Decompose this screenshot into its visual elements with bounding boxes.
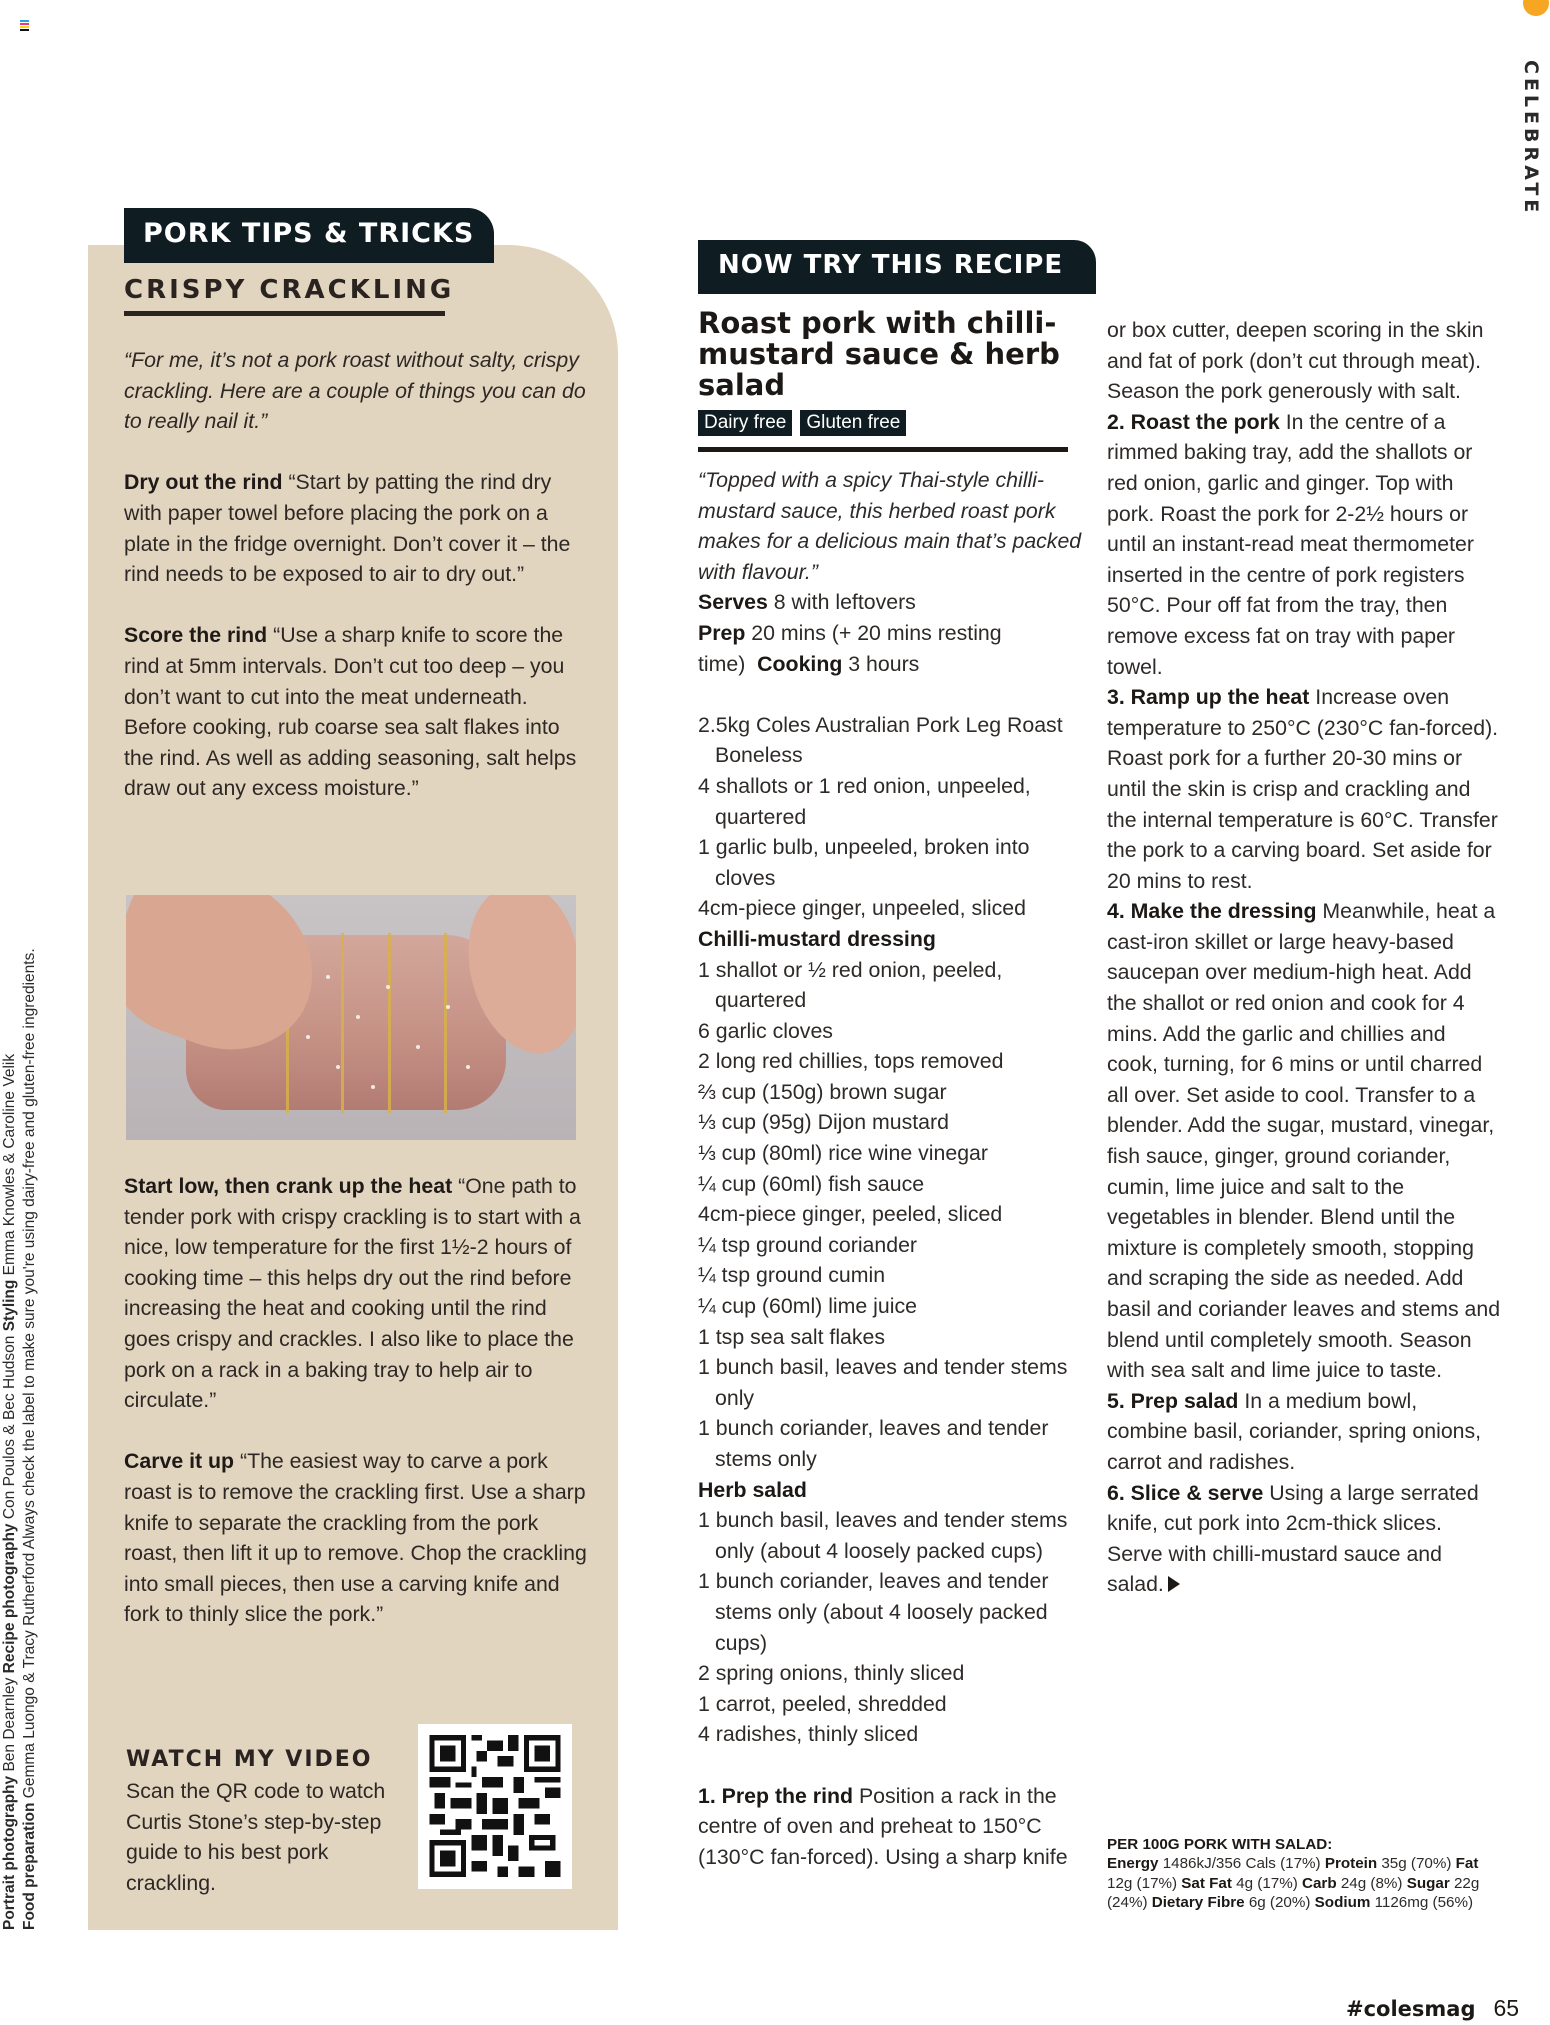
credits-line-2 bbox=[20, 750, 40, 1930]
nutrient-label: Sodium bbox=[1314, 1893, 1371, 1911]
tips-body-continued bbox=[124, 1171, 594, 1661]
tip-text: “The easiest way to carve a pork roast is to remove the crackling first. Use a sharp knife to separate the crackling from the pork roast, then lift it up to remove. Chop the crackling into small pieces, then use a carving knife and fork to thinly slice the pork.” bbox=[124, 1449, 587, 1627]
credit-label: Recipe photography bbox=[1, 1523, 18, 1674]
nutrient-label: Sugar bbox=[1406, 1874, 1450, 1892]
qr-code-icon bbox=[429, 1735, 561, 1877]
section-label: CELEBRATE bbox=[1520, 60, 1542, 217]
dressing-heading: Chilli-mustard dressing bbox=[698, 926, 936, 951]
tip-item bbox=[124, 1446, 594, 1630]
tip-heading: Start low, then crank up the heat bbox=[124, 1174, 453, 1198]
credit-value: Con Poulos & Bec Hudson bbox=[1, 1335, 18, 1520]
badge-gluten-free: Gluten free bbox=[800, 410, 906, 436]
subtitle-rule bbox=[124, 311, 445, 316]
step-heading: 2. Roast the pork bbox=[1107, 409, 1280, 434]
video-heading: WATCH MY VIDEO bbox=[126, 1747, 373, 1772]
cooking-value: 3 hours bbox=[842, 651, 920, 676]
step-text: Increase oven temperature to 250°C (230°C fan-forced). Roast pork for a further 20-30 mins or until the skin is crisp and crackling and the internal temperature is 60°C. Transfer the pork to a carving board. Set aside for 20 mins to rest. bbox=[1107, 685, 1499, 893]
nutrient-value: 12g (17%) bbox=[1107, 1874, 1182, 1892]
ingredient: 4 radishes, thinly sliced bbox=[698, 1722, 919, 1747]
nutrition-values bbox=[1107, 1854, 1507, 1912]
step-text: Position a rack in the centre of oven and preheat to 150°C (130°C fan-forced). Using a sharp knife bbox=[698, 1783, 1068, 1869]
ingredient: 4cm-piece ginger, unpeeled, sliced bbox=[698, 896, 1026, 921]
title-rule bbox=[698, 447, 1068, 452]
step-heading: 5. Prep salad bbox=[1107, 1388, 1239, 1413]
step-text: Meanwhile, heat a cast-iron skillet or large heavy-based saucepan over medium-high heat. Add the shallot or red onion and cook for 4 mins. Add the garlic and chillies and cook, turning, for 6 mins or until charred all over. Set aside to cool. Transfer to a blender. Add the sugar, mustard, vinegar, fish sauce, ginger, ground coriander, cumin, lime juice and salt to the vegetables in blender. Blend until the mixture is completely smooth, stopping and scraping the side as needed. Add basil and coriander leaves and stems and blend until completely smooth. Season with sea salt and lime juice to taste. bbox=[1107, 899, 1501, 1383]
ingredient: 1 bunch coriander, leaves and tender stems only (about 4 loosely packed cups) bbox=[698, 1569, 1049, 1655]
tip-item bbox=[124, 467, 594, 589]
method-step-5 bbox=[1107, 1386, 1502, 1478]
step-text: In a medium bowl, combine basil, coriander, spring onions, carrot and radishes. bbox=[1107, 1388, 1482, 1474]
ingredient: ¼ cup (60ml) fish sauce bbox=[698, 1171, 925, 1196]
time-line bbox=[698, 618, 1088, 679]
nutrient-value: 35g (70%) bbox=[1377, 1855, 1456, 1873]
serves-line bbox=[698, 587, 1088, 618]
photo-credits bbox=[0, 750, 40, 1930]
nutrient-label: Protein bbox=[1324, 1855, 1378, 1873]
ingredient: 1 garlic bulb, unpeeled, broken into cloves bbox=[698, 835, 1030, 890]
credit-label: Styling bbox=[1, 1279, 18, 1332]
credit-value: Ben Dearnley bbox=[1, 1677, 18, 1772]
method-step-1 bbox=[698, 1781, 1088, 1873]
badge-dairy-free: Dairy free bbox=[698, 410, 792, 436]
nutrient-label: Fat bbox=[1455, 1855, 1479, 1873]
step-heading: 4. Make the dressing bbox=[1107, 899, 1317, 924]
recipe-quote: “Topped with a spicy Thai-style chilli-mustard sauce, this herbed roast pork makes for a delicious main that’s packed with flavour.” bbox=[698, 468, 1082, 584]
ingredient: 4cm-piece ginger, peeled, sliced bbox=[698, 1202, 1003, 1227]
nutrient-value: 1126mg (56%) bbox=[1370, 1893, 1474, 1911]
ingredient: ⅓ cup (95g) Dijon mustard bbox=[698, 1110, 949, 1135]
credit-label: Portrait photography bbox=[1, 1775, 18, 1930]
ingredient: ¼ tsp ground cumin bbox=[698, 1263, 886, 1288]
page-number: 65 bbox=[1493, 1995, 1520, 2021]
ingredient: 4 shallots or 1 red onion, unpeeled, quartered bbox=[698, 773, 1031, 829]
tip-text: “Start by patting the rind dry with paper towel before placing the pork on a plate in the fridge overnight. Don’t cover it – the rind needs to be exposed to air to dry out.” bbox=[124, 470, 571, 587]
ingredient: 1 bunch basil, leaves and tender stems only bbox=[698, 1355, 1068, 1410]
step-text: or box cutter, deepen scoring in the skin and fat of pork (don’t cut through meat). Season the pork generously with salt. bbox=[1107, 318, 1484, 404]
method-step-3 bbox=[1107, 682, 1502, 896]
serves-label: Serves bbox=[698, 590, 768, 615]
ingredient: 1 carrot, peeled, shredded bbox=[698, 1691, 947, 1716]
end-arrow-icon bbox=[1168, 1576, 1180, 1592]
diet-badges bbox=[698, 410, 906, 436]
nutrient-label: Carb bbox=[1302, 1874, 1337, 1892]
ingredient: 1 bunch coriander, leaves and tender stems only bbox=[698, 1416, 1049, 1471]
ingredient: 1 tsp sea salt flakes bbox=[698, 1324, 886, 1349]
nutrient-value: 4g (17%) bbox=[1231, 1874, 1303, 1892]
method-step-2 bbox=[1107, 407, 1502, 682]
prep-label: Prep bbox=[698, 620, 746, 645]
step-text: In the centre of a rimmed baking tray, add the shallots or red onion, garlic and ginger. Top with pork. Roast the pork for 2-2½ hours or until an instant-read meat thermometer inserted in the centre of pork registers 50°C. Pour off fat from the tray, then remove excess fat on tray with paper towel. bbox=[1107, 409, 1474, 679]
credit-value: Gemma Luongo & Tracy Rutherford Always check the label to make sure you're using dairy-free and gluten-free ingredients. bbox=[21, 948, 38, 1799]
step-heading: 3. Ramp up the heat bbox=[1107, 685, 1310, 710]
tips-intro: “For me, it’s not a pork roast without salty, crispy crackling. Here are a couple of things you can do to really nail it.” bbox=[124, 348, 586, 434]
prep-value: 20 mins (+ 20 mins resting time) bbox=[698, 620, 1002, 676]
step-heading: 6. Slice & serve bbox=[1107, 1480, 1264, 1505]
method-step-4 bbox=[1107, 896, 1502, 1386]
ingredient: ⅓ cup (80ml) rice wine vinegar bbox=[698, 1141, 988, 1166]
ingredient: 2 long red chillies, tops removed bbox=[698, 1049, 1004, 1074]
recipe-ingredients-column bbox=[698, 465, 1088, 1872]
recipe-method-column bbox=[1107, 315, 1502, 1600]
ingredient: ¼ tsp ground coriander bbox=[698, 1232, 918, 1257]
ingredient: 2.5kg Coles Australian Pork Leg Roast Boneless bbox=[698, 712, 1063, 768]
tip-text: “One path to tender pork with crispy crackling is to start with a nice, low temperature for the first 1½-2 hours of cooking time – this helps dry out the rind before increasing the heat and cooking until the rind goes crispy and crackles. I also like to place the pork on a rack in a baking tray to help air to circulate.” bbox=[124, 1174, 581, 1413]
tip-heading: Dry out the rind bbox=[124, 470, 283, 495]
ingredient: ¼ cup (60ml) lime juice bbox=[698, 1294, 917, 1319]
serves-value: 8 with leftovers bbox=[767, 590, 916, 615]
tip-heading: Score the rind bbox=[124, 623, 268, 648]
salad-heading: Herb salad bbox=[698, 1477, 807, 1502]
nutrient-value: 24g (8%) bbox=[1336, 1874, 1407, 1892]
video-description: Scan the QR code to watch Curtis Stone’s step-by-step guide to his best pork crackling. bbox=[126, 1779, 386, 1895]
step-text: Using a large serrated knife, cut pork into 2cm-thick slices. Serve with chilli-mustard sauce and salad. bbox=[1107, 1480, 1479, 1597]
page-footer bbox=[1346, 1995, 1519, 2022]
cooking-label: Cooking bbox=[757, 651, 843, 676]
recipe-tab-heading: NOW TRY THIS RECIPE bbox=[698, 240, 1096, 294]
credit-label: Food preparation bbox=[21, 1802, 38, 1930]
tip-heading: Carve it up bbox=[124, 1449, 235, 1474]
nutrient-value: 6g (20%) bbox=[1244, 1893, 1315, 1911]
nutrient-value: 1486kJ/356 Cals (17%) bbox=[1158, 1855, 1325, 1873]
nutrition-info bbox=[1107, 1835, 1507, 1912]
tip-text: “Use a sharp knife to score the rind at 5mm intervals. Don’t cut too deep – you don’t want to cut into the meat underneath. Before cooking, rub coarse sea salt flakes into the rind. As well as adding seasoning, salt helps draw out any excess moisture.” bbox=[124, 623, 577, 801]
method-step-6 bbox=[1107, 1478, 1502, 1600]
tip-item bbox=[124, 620, 594, 804]
tips-body bbox=[124, 345, 594, 835]
section-dot-icon bbox=[1523, 0, 1549, 16]
print-registration-mark bbox=[20, 20, 29, 31]
pork-roast-photo bbox=[126, 895, 576, 1140]
nutrient-label: Sat Fat bbox=[1181, 1874, 1232, 1892]
step-heading: 1. Prep the rind bbox=[698, 1783, 854, 1808]
credit-value: Emma Knowles & Caroline Velik bbox=[1, 1053, 18, 1276]
ingredient: 1 bunch basil, leaves and tender stems only (about 4 loosely packed cups) bbox=[698, 1508, 1068, 1563]
nutrient-label: Dietary Fibre bbox=[1151, 1893, 1245, 1911]
tips-tab-heading: PORK TIPS & TRICKS bbox=[124, 208, 494, 263]
tip-item bbox=[124, 1171, 594, 1416]
method-step-1-continued bbox=[1107, 315, 1502, 407]
ingredient: 2 spring onions, thinly sliced bbox=[698, 1661, 965, 1686]
ingredient: 1 shallot or ½ red onion, peeled, quartered bbox=[698, 957, 1003, 1013]
nutrient-value: 22g (24%) bbox=[1107, 1874, 1480, 1911]
ingredient: ⅔ cup (150g) brown sugar bbox=[698, 1079, 947, 1104]
nutrient-label: Energy bbox=[1107, 1855, 1159, 1873]
tips-subtitle: CRISPY CRACKLING bbox=[124, 275, 455, 305]
nutrition-heading: PER 100G PORK WITH SALAD: bbox=[1107, 1836, 1333, 1853]
credits-line-1 bbox=[0, 750, 20, 1930]
recipe-title: Roast pork with chilli-mustard sauce & herb salad bbox=[698, 306, 1060, 402]
ingredient: 6 garlic cloves bbox=[698, 1018, 833, 1043]
qr-code[interactable] bbox=[418, 1724, 572, 1889]
hashtag: #colesmag bbox=[1346, 1997, 1476, 2021]
